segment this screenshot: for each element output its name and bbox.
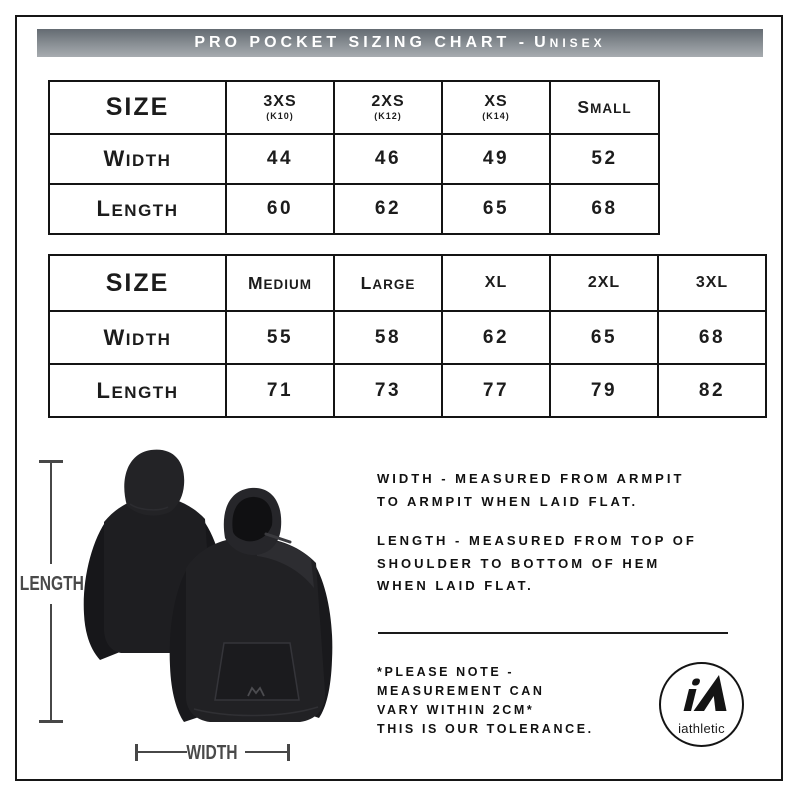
length-measure-label: LENGTH [19, 573, 84, 595]
width-2xs: 46 [334, 134, 442, 184]
length-large: 73 [334, 364, 442, 417]
length-2xs: 62 [334, 184, 442, 234]
width-2xl: 65 [550, 311, 658, 364]
page-title: PRO POCKET SIZING CHART - [194, 34, 529, 51]
width-medium: 55 [226, 311, 334, 364]
length-line-lower [50, 604, 52, 722]
length-3xl: 82 [658, 364, 766, 417]
title-bar [37, 29, 763, 57]
width-line-right [245, 751, 288, 753]
col-header-large: LARGE [334, 255, 442, 311]
logo-brand-text: iathletic [678, 721, 725, 736]
col-header-2xl: 2XL [550, 255, 658, 311]
col-header-3xs: 3XS (K10) [226, 81, 334, 134]
width-row-label-cell: WIDTH [49, 311, 226, 364]
notes-divider-line [378, 632, 728, 634]
length-small: 68 [550, 184, 659, 234]
width-definition-note: WIDTH - MEASURED FROM ARMPIT TO ARMPIT WHEN LAID FLAT. [377, 471, 685, 509]
width-row-label-cell: WIDTH [49, 134, 226, 184]
length-medium: 71 [226, 364, 334, 417]
length-line-upper [50, 460, 52, 564]
width-large: 58 [334, 311, 442, 364]
length-2xl: 79 [550, 364, 658, 417]
length-definition-note: LENGTH - MEASURED FROM TOP OF SHOULDER TO BOTTOM OF HEM WHEN LAID FLAT. [377, 533, 697, 593]
size-label: SIZE [105, 93, 170, 121]
col-header-xl: XL [442, 255, 550, 311]
adult-size-table [48, 254, 767, 418]
col-header-2xs: 2XS (K12) [334, 81, 442, 134]
width-3xs: 44 [226, 134, 334, 184]
size-label: SIZE [105, 268, 170, 297]
kids-size-table [48, 80, 660, 235]
iathletic-logo [659, 662, 744, 747]
size-header-cell [49, 81, 226, 134]
ia-monogram-icon [673, 673, 731, 715]
col-header-3xl: 3XL [658, 255, 766, 311]
length-row-label-cell: LENGTH [49, 184, 226, 234]
col-header-medium: MEDIUM [226, 255, 334, 311]
width-3xl: 68 [658, 311, 766, 364]
table-row [49, 81, 659, 134]
width-xl: 62 [442, 311, 550, 364]
table-row [49, 364, 766, 417]
length-bottom-cap [39, 720, 63, 723]
width-measure-label: WIDTH [186, 742, 238, 764]
width-small: 52 [550, 134, 659, 184]
tolerance-note: *PLEASE NOTE - MEASUREMENT CAN VARY WITHIN 2CM* THIS IS OUR TOLERANCE. [377, 665, 594, 736]
table-row [49, 311, 766, 364]
length-xs: 65 [442, 184, 550, 234]
table-row [49, 184, 659, 234]
table-row [49, 134, 659, 184]
length-row-label-cell: LENGTH [49, 364, 226, 417]
size-header-cell [49, 255, 226, 311]
width-right-cap [287, 744, 290, 761]
length-xl: 77 [442, 364, 550, 417]
width-xs: 49 [442, 134, 550, 184]
hoodie-product-image [78, 446, 336, 734]
col-header-small: SMALL [550, 81, 659, 134]
page-title-unisex: UNISEX [534, 34, 606, 51]
col-header-xs: XS (K14) [442, 81, 550, 134]
length-3xs: 60 [226, 184, 334, 234]
table-row [49, 255, 766, 311]
